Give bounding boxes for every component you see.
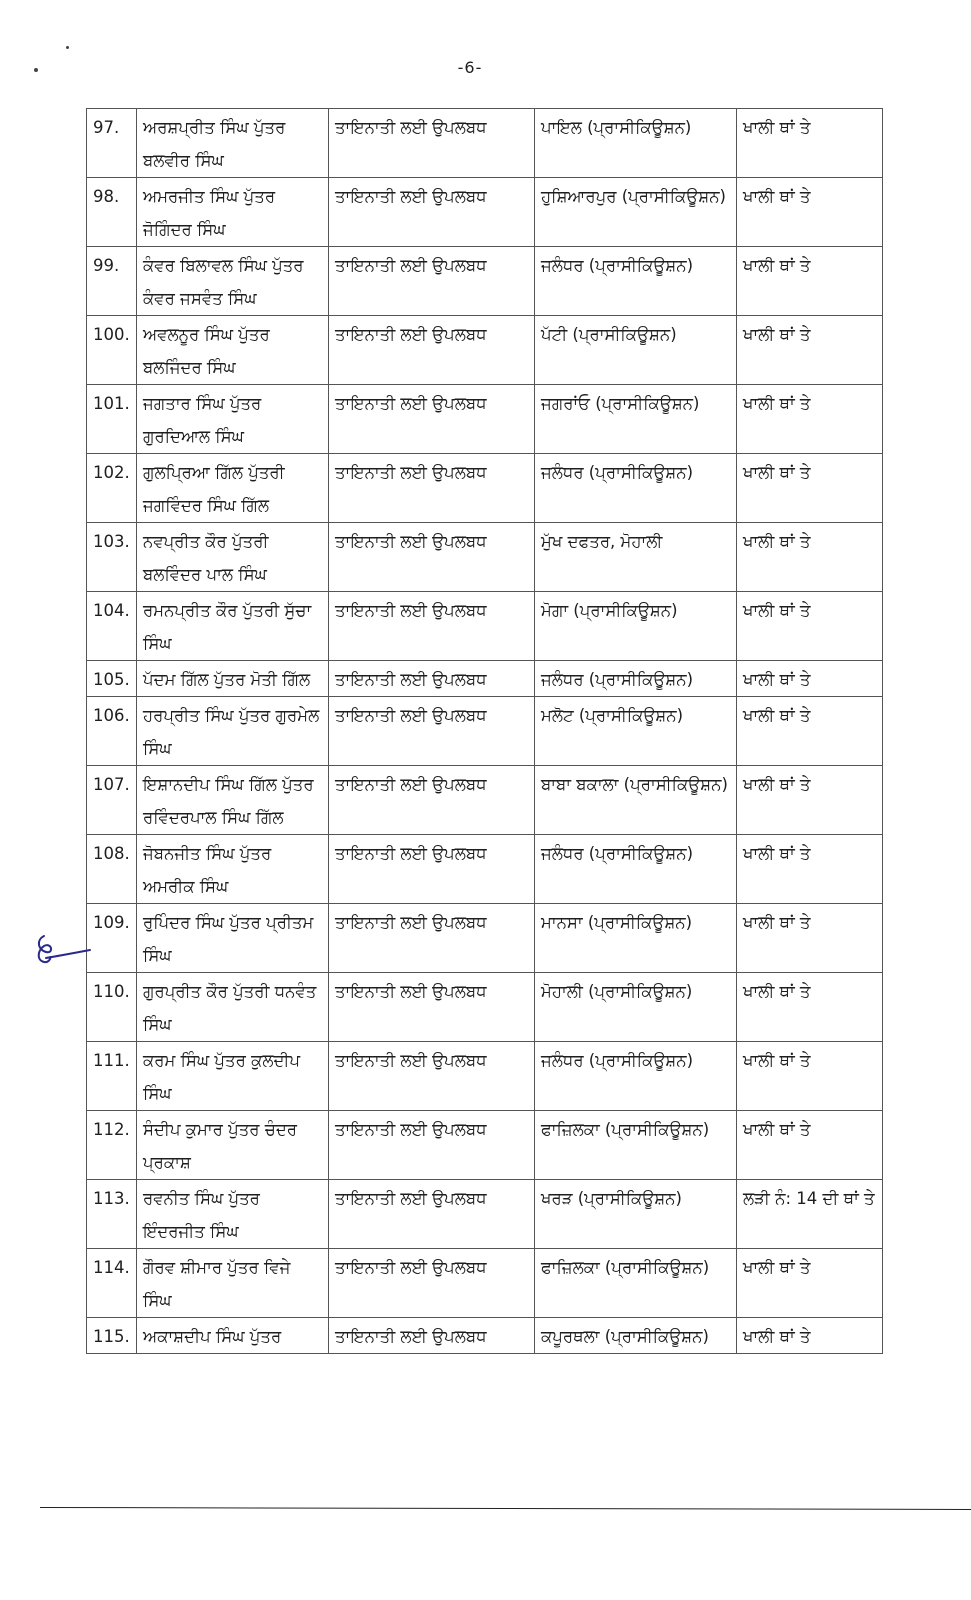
serial-number-cell: 97. xyxy=(87,109,137,178)
posting-place-cell: ਫਾਜ਼ਿਲਕਾ (ਪ੍ਰਾਸੀਕਿਊਸ਼ਨ) xyxy=(535,1249,737,1318)
posting-place-cell: ਜਲੰਧਰ (ਪ੍ਰਾਸੀਕਿਊਸ਼ਨ) xyxy=(535,247,737,316)
posting-place-cell: ਕਪੂਰਥਲਾ (ਪ੍ਰਾਸੀਕਿਊਸ਼ਨ) xyxy=(535,1318,737,1354)
status-cell: ਤਾਇਨਾਤੀ ਲਈ ਉਪਲਬਧ xyxy=(329,247,535,316)
posting-table-body xyxy=(87,109,883,1354)
serial-number-cell: 108. xyxy=(87,835,137,904)
remark-cell: ਖਾਲੀ ਥਾਂ ਤੇ xyxy=(737,904,883,973)
name-cell: ਅਕਾਸ਼ਦੀਪ ਸਿੰਘ ਪੁੱਤਰ xyxy=(137,1318,329,1354)
status-cell: ਤਾਇਨਾਤੀ ਲਈ ਉਪਲਬਧ xyxy=(329,592,535,661)
posting-place-cell: ਜਲੰਧਰ (ਪ੍ਰਾਸੀਕਿਊਸ਼ਨ) xyxy=(535,661,737,697)
table-row xyxy=(87,1318,883,1354)
name-cell: ਪੱਦਮ ਗਿੱਲ ਪੁੱਤਰ ਮੋਤੀ ਗਿੱਲ xyxy=(137,661,329,697)
name-cell: ਹਰਪ੍ਰੀਤ ਸਿੰਘ ਪੁੱਤਰ ਗੁਰਮੇਲ ਸਿੰਘ xyxy=(137,697,329,766)
serial-number-cell: 112. xyxy=(87,1111,137,1180)
posting-table xyxy=(86,108,883,1354)
table-row xyxy=(87,178,883,247)
serial-number-cell: 101. xyxy=(87,385,137,454)
name-cell: ਰਮਨਪ੍ਰੀਤ ਕੌਰ ਪੁੱਤਰੀ ਸੁੱਚਾ ਸਿੰਘ xyxy=(137,592,329,661)
posting-place-cell: ਪਾਇਲ (ਪ੍ਰਾਸੀਕਿਊਸ਼ਨ) xyxy=(535,109,737,178)
remark-cell: ਖਾਲੀ ਥਾਂ ਤੇ xyxy=(737,316,883,385)
posting-place-cell: ਮਾਨਸਾ (ਪ੍ਰਾਸੀਕਿਊਸ਼ਨ) xyxy=(535,904,737,973)
status-cell: ਤਾਇਨਾਤੀ ਲਈ ਉਪਲਬਧ xyxy=(329,973,535,1042)
name-cell: ਰੁਪਿੰਦਰ ਸਿੰਘ ਪੁੱਤਰ ਪ੍ਰੀਤਮ ਸਿੰਘ xyxy=(137,904,329,973)
scan-speck xyxy=(34,68,38,72)
remark-cell: ਲੜੀ ਨੰ: 14 ਦੀ ਥਾਂ ਤੇ xyxy=(737,1180,883,1249)
table-row xyxy=(87,1042,883,1111)
name-cell: ਅਰਸ਼ਪ੍ਰੀਤ ਸਿੰਘ ਪੁੱਤਰ ਬਲਵੀਰ ਸਿੰਘ xyxy=(137,109,329,178)
serial-number-cell: 110. xyxy=(87,973,137,1042)
name-cell: ਜੋਬਨਜੀਤ ਸਿੰਘ ਪੁੱਤਰ ਅਮਰੀਕ ਸਿੰਘ xyxy=(137,835,329,904)
name-cell: ਸੰਦੀਪ ਕੁਮਾਰ ਪੁੱਤਰ ਚੰਦਰ ਪ੍ਰਕਾਸ਼ xyxy=(137,1111,329,1180)
posting-place-cell: ਜਲੰਧਰ (ਪ੍ਰਾਸੀਕਿਊਸ਼ਨ) xyxy=(535,1042,737,1111)
posting-place-cell: ਮਲੋਟ (ਪ੍ਰਾਸੀਕਿਊਸ਼ਨ) xyxy=(535,697,737,766)
serial-number-cell: 106. xyxy=(87,697,137,766)
remark-cell: ਖਾਲੀ ਥਾਂ ਤੇ xyxy=(737,592,883,661)
serial-number-cell: 115. xyxy=(87,1318,137,1354)
remark-cell: ਖਾਲੀ ਥਾਂ ਤੇ xyxy=(737,523,883,592)
status-cell: ਤਾਇਨਾਤੀ ਲਈ ਉਪਲਬਧ xyxy=(329,661,535,697)
serial-number-cell: 104. xyxy=(87,592,137,661)
status-cell: ਤਾਇਨਾਤੀ ਲਈ ਉਪਲਬਧ xyxy=(329,904,535,973)
name-cell: ਗੁਰਪ੍ਰੀਤ ਕੌਰ ਪੁੱਤਰੀ ਧਨਵੰਤ ਸਿੰਘ xyxy=(137,973,329,1042)
name-cell: ਗੁਲਪ੍ਰਿਆ ਗਿੱਲ ਪੁੱਤਰੀ ਜਗਵਿੰਦਰ ਸਿੰਘ ਗਿੱਲ xyxy=(137,454,329,523)
table-row xyxy=(87,316,883,385)
name-cell: ਨਵਪ੍ਰੀਤ ਕੌਰ ਪੁੱਤਰੀ ਬਲਵਿੰਦਰ ਪਾਲ ਸਿੰਘ xyxy=(137,523,329,592)
remark-cell: ਖਾਲੀ ਥਾਂ ਤੇ xyxy=(737,109,883,178)
table-row xyxy=(87,454,883,523)
remark-cell: ਖਾਲੀ ਥਾਂ ਤੇ xyxy=(737,247,883,316)
status-cell: ਤਾਇਨਾਤੀ ਲਈ ਉਪਲਬਧ xyxy=(329,316,535,385)
serial-number-cell: 109. xyxy=(87,904,137,973)
posting-place-cell: ਖਰੜ (ਪ੍ਰਾਸੀਕਿਊਸ਼ਨ) xyxy=(535,1180,737,1249)
serial-number-cell: 111. xyxy=(87,1042,137,1111)
status-cell: ਤਾਇਨਾਤੀ ਲਈ ਉਪਲਬਧ xyxy=(329,109,535,178)
table-row xyxy=(87,697,883,766)
status-cell: ਤਾਇਨਾਤੀ ਲਈ ਉਪਲਬਧ xyxy=(329,766,535,835)
table-row xyxy=(87,1180,883,1249)
remark-cell: ਖਾਲੀ ਥਾਂ ਤੇ xyxy=(737,697,883,766)
remark-cell: ਖਾਲੀ ਥਾਂ ਤੇ xyxy=(737,1318,883,1354)
status-cell: ਤਾਇਨਾਤੀ ਲਈ ਉਪਲਬਧ xyxy=(329,1180,535,1249)
posting-place-cell: ਮੁੱਖ ਦਫਤਰ, ਮੋਹਾਲੀ xyxy=(535,523,737,592)
serial-number-cell: 113. xyxy=(87,1180,137,1249)
page-number: -6- xyxy=(457,58,483,77)
posting-place-cell: ਮੋਹਾਲੀ (ਪ੍ਰਾਸੀਕਿਊਸ਼ਨ) xyxy=(535,973,737,1042)
name-cell: ਗੌਰਵ ਸ਼ੀਮਾਰ ਪੁੱਤਰ ਵਿਜੇ ਸਿੰਘ xyxy=(137,1249,329,1318)
remark-cell: ਖਾਲੀ ਥਾਂ ਤੇ xyxy=(737,1042,883,1111)
status-cell: ਤਾਇਨਾਤੀ ਲਈ ਉਪਲਬਧ xyxy=(329,835,535,904)
name-cell: ਅਮਰਜੀਤ ਸਿੰਘ ਪੁੱਤਰ ਜੋਗਿੰਦਰ ਸਿੰਘ xyxy=(137,178,329,247)
remark-cell: ਖਾਲੀ ਥਾਂ ਤੇ xyxy=(737,973,883,1042)
posting-place-cell: ਬਾਬਾ ਬਕਾਲਾ (ਪ੍ਰਾਸੀਕਿਊਸ਼ਨ) xyxy=(535,766,737,835)
name-cell: ਕੰਵਰ ਬਿਲਾਵਲ ਸਿੰਘ ਪੁੱਤਰ ਕੰਵਰ ਜਸਵੰਤ ਸਿੰਘ xyxy=(137,247,329,316)
status-cell: ਤਾਇਨਾਤੀ ਲਈ ਉਪਲਬਧ xyxy=(329,1111,535,1180)
name-cell: ਜਗਤਾਰ ਸਿੰਘ ਪੁੱਤਰ ਗੁਰਦਿਆਲ ਸਿੰਘ xyxy=(137,385,329,454)
table-row xyxy=(87,1249,883,1318)
table-row xyxy=(87,973,883,1042)
remark-cell: ਖਾਲੀ ਥਾਂ ਤੇ xyxy=(737,661,883,697)
table-row xyxy=(87,385,883,454)
status-cell: ਤਾਇਨਾਤੀ ਲਈ ਉਪਲਬਧ xyxy=(329,454,535,523)
status-cell: ਤਾਇਨਾਤੀ ਲਈ ਉਪਲਬਧ xyxy=(329,1042,535,1111)
handwritten-signature-icon xyxy=(30,932,92,972)
posting-place-cell: ਜਗਰਾਂਓ (ਪ੍ਰਾਸੀਕਿਊਸ਼ਨ) xyxy=(535,385,737,454)
name-cell: ਰਵਨੀਤ ਸਿੰਘ ਪੁੱਤਰ ਇੰਦਰਜੀਤ ਸਿੰਘ xyxy=(137,1180,329,1249)
serial-number-cell: 103. xyxy=(87,523,137,592)
table-row xyxy=(87,904,883,973)
scan-speck xyxy=(66,46,69,49)
footer-rule xyxy=(40,1507,971,1510)
status-cell: ਤਾਇਨਾਤੀ ਲਈ ਉਪਲਬਧ xyxy=(329,178,535,247)
serial-number-cell: 105. xyxy=(87,661,137,697)
posting-place-cell: ਜਲੰਧਰ (ਪ੍ਰਾਸੀਕਿਊਸ਼ਨ) xyxy=(535,454,737,523)
remark-cell: ਖਾਲੀ ਥਾਂ ਤੇ xyxy=(737,1111,883,1180)
name-cell: ਇਸ਼ਾਨਦੀਪ ਸਿੰਘ ਗਿੱਲ ਪੁੱਤਰ ਰਵਿੰਦਰਪਾਲ ਸਿੰਘ ਗਿੱਲ xyxy=(137,766,329,835)
posting-place-cell: ਮੋਗਾ (ਪ੍ਰਾਸੀਕਿਊਸ਼ਨ) xyxy=(535,592,737,661)
serial-number-cell: 114. xyxy=(87,1249,137,1318)
serial-number-cell: 98. xyxy=(87,178,137,247)
remark-cell: ਖਾਲੀ ਥਾਂ ਤੇ xyxy=(737,1249,883,1318)
table-row xyxy=(87,766,883,835)
posting-place-cell: ਫਾਜ਼ਿਲਕਾ (ਪ੍ਰਾਸੀਕਿਊਸ਼ਨ) xyxy=(535,1111,737,1180)
table-row xyxy=(87,109,883,178)
name-cell: ਕਰਮ ਸਿੰਘ ਪੁੱਤਰ ਕੁਲਦੀਪ ਸਿੰਘ xyxy=(137,1042,329,1111)
status-cell: ਤਾਇਨਾਤੀ ਲਈ ਉਪਲਬਧ xyxy=(329,697,535,766)
serial-number-cell: 107. xyxy=(87,766,137,835)
remark-cell: ਖਾਲੀ ਥਾਂ ਤੇ xyxy=(737,766,883,835)
table-row xyxy=(87,661,883,697)
posting-place-cell: ਪੱਟੀ (ਪ੍ਰਾਸੀਕਿਊਸ਼ਨ) xyxy=(535,316,737,385)
table-row xyxy=(87,835,883,904)
remark-cell: ਖਾਲੀ ਥਾਂ ਤੇ xyxy=(737,454,883,523)
status-cell: ਤਾਇਨਾਤੀ ਲਈ ਉਪਲਬਧ xyxy=(329,523,535,592)
table-row xyxy=(87,247,883,316)
remark-cell: ਖਾਲੀ ਥਾਂ ਤੇ xyxy=(737,385,883,454)
status-cell: ਤਾਇਨਾਤੀ ਲਈ ਉਪਲਬਧ xyxy=(329,1249,535,1318)
posting-place-cell: ਜਲੰਧਰ (ਪ੍ਰਾਸੀਕਿਊਸ਼ਨ) xyxy=(535,835,737,904)
serial-number-cell: 100. xyxy=(87,316,137,385)
status-cell: ਤਾਇਨਾਤੀ ਲਈ ਉਪਲਬਧ xyxy=(329,1318,535,1354)
remark-cell: ਖਾਲੀ ਥਾਂ ਤੇ xyxy=(737,835,883,904)
serial-number-cell: 99. xyxy=(87,247,137,316)
remark-cell: ਖਾਲੀ ਥਾਂ ਤੇ xyxy=(737,178,883,247)
table-row xyxy=(87,1111,883,1180)
serial-number-cell: 102. xyxy=(87,454,137,523)
status-cell: ਤਾਇਨਾਤੀ ਲਈ ਉਪਲਬਧ xyxy=(329,385,535,454)
table-row xyxy=(87,592,883,661)
name-cell: ਅਵਲਨੂਰ ਸਿੰਘ ਪੁੱਤਰ ਬਲਜਿੰਦਰ ਸਿੰਘ xyxy=(137,316,329,385)
posting-place-cell: ਹੁਸ਼ਿਆਰਪੁਰ (ਪ੍ਰਾਸੀਕਿਊਸ਼ਨ) xyxy=(535,178,737,247)
table-row xyxy=(87,523,883,592)
